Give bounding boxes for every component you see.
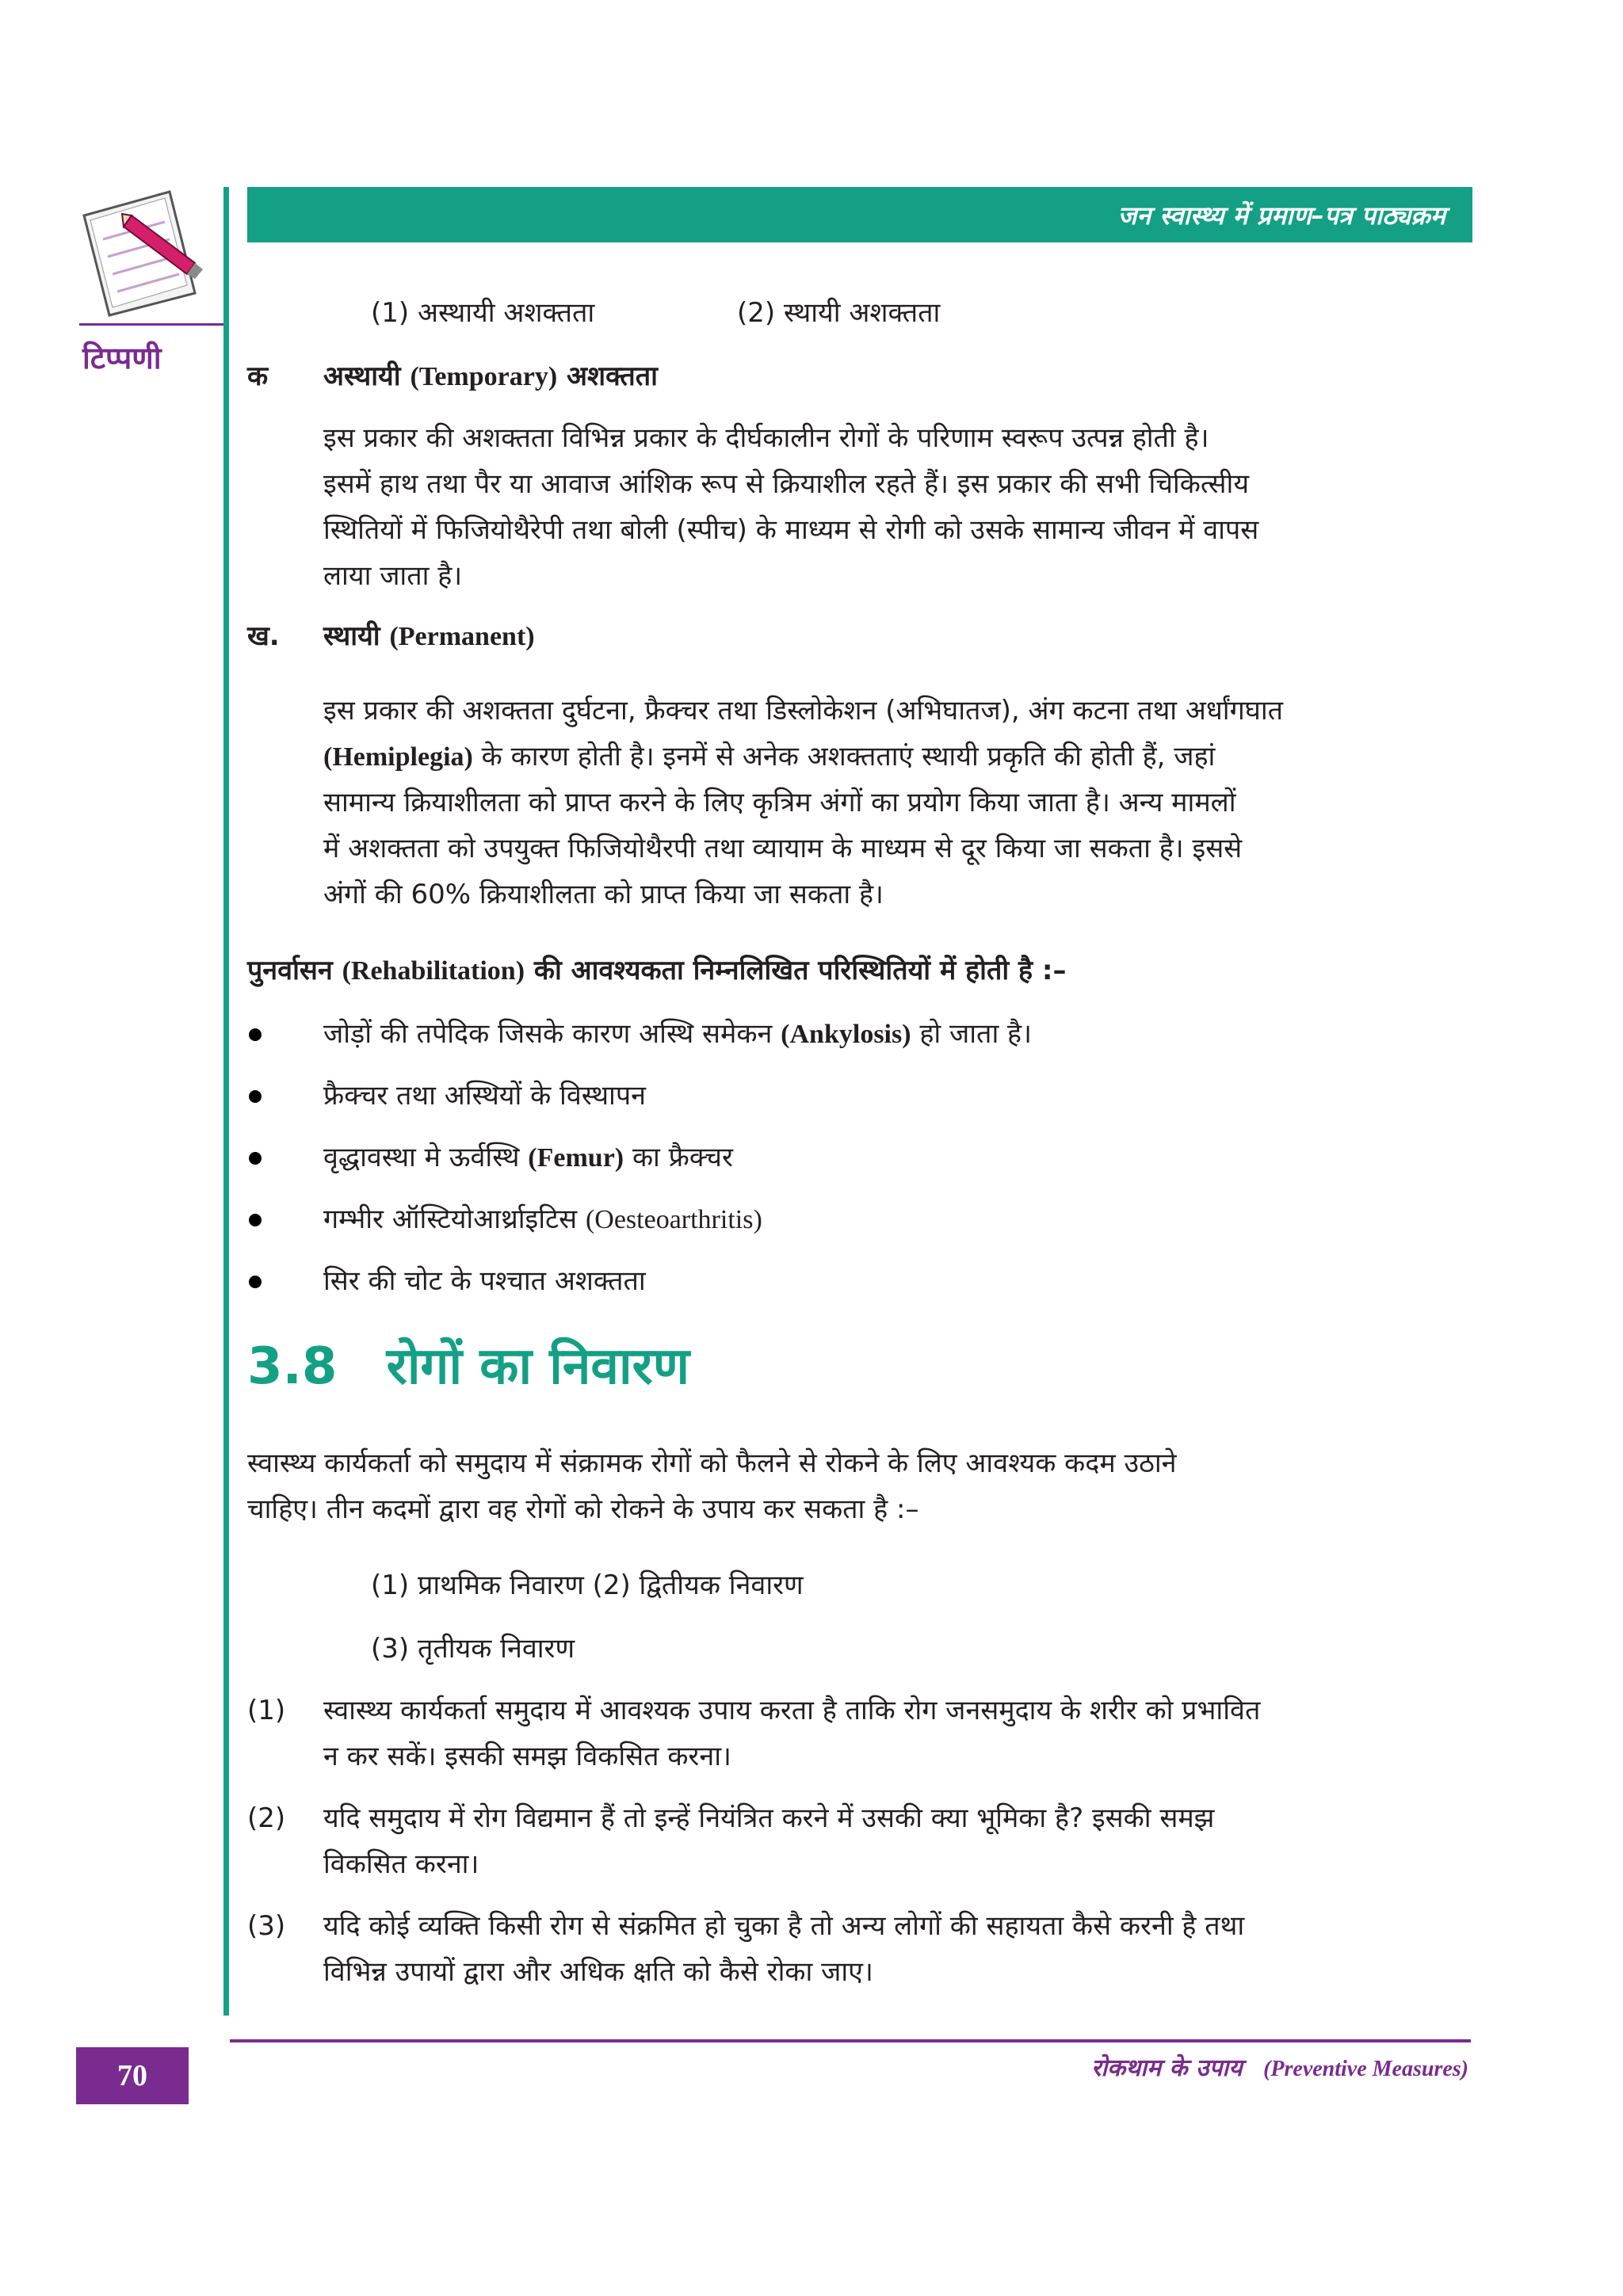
type-item-temporary: (1) अस्थायी अशक्तता [371,297,595,329]
temporary-heading [323,353,658,400]
numbered-item-3-line-1: यदि कोई व्यक्ति किसी रोग से संक्रमित हो चुका है तो अन्य लोगों की सहायता कैसे करनी है तथा [323,1910,1245,1942]
rehab-heading [247,948,1067,994]
type-item-permanent: (2) स्थायी अशक्तता [737,297,941,329]
bullet-text: जोड़ों की तपेदिक जिसके कारण अस्थि समेकन [323,1018,773,1050]
numbered-item-1-line-1: स्वास्थ्य कार्यकर्ता समुदाय में आवश्यक उपाय करता है ताकि रोग जनसमुदाय के शरीर को प्रभावित [323,1695,1261,1726]
numbered-item-number: (1) [247,1695,286,1726]
bullet-term: (Femur) [528,1143,624,1173]
numbered-item-2-line-2: विकसित करना। [323,1848,479,1880]
page-number: 70 [76,2047,189,2104]
permanent-line-2 [323,734,1469,780]
permanent-line-4: में अशक्तता को उपयुक्त फिजियोथैरपी तथा व्यायाम के माध्यम से दूर किया जा सकता है। इससे [323,833,1243,864]
permanent-line-5: अंगों की 60% क्रियाशीलता को प्राप्त किया जा सकता है। [323,879,884,910]
bullet-text: वृद्धावस्था मे ऊर्वस्थि [323,1142,520,1173]
temporary-line-2: इसमें हाथ तथा पैर या आवाज आंशिक रूप से क्रियाशील रहते हैं। इस प्रकार की सभी चिकित्सीय [323,468,1250,500]
temporary-line-3: स्थितियों में फिजियोथैरेपी तथा बोली (स्पीच) के माध्यम से रोगी को उसके सामान्य जीवन में वापस [323,514,1259,546]
bullet-term: (Ankylosis) [781,1020,911,1049]
bullet-text-post: हो जाता है। [919,1018,1032,1050]
footer-title-hi: रोकथाम के उपाय [1091,2054,1243,2082]
permanent-heading-hi: स्थायी [323,620,380,652]
margin-rule [223,187,229,2016]
rehab-heading-en: (Rehabilitation) [342,956,525,986]
temporary-line-1: इस प्रकार की अशक्तता विभिन्न प्रकार के दीर्घकालीन रोगों के परिणाम स्वरूप उत्पन्न होती है। [323,422,1209,454]
rehab-bullet-3 [323,1135,733,1181]
bullet-text: सिर की चोट के पश्चात अशक्तता [323,1265,646,1297]
temporary-heading-en: (Temporary) [410,362,558,391]
permanent-heading-en: (Permanent) [389,622,535,651]
section-number: 3.8 [247,1337,338,1396]
temporary-heading-hi: अस्थायी [323,360,401,392]
bullet-marker [249,1214,262,1226]
numbered-item-number: (2) [247,1802,286,1834]
temporary-heading-hi2: अशक्तता [567,360,658,392]
header-title: जन स्वास्थ्य में प्रमाण–पत्र पाठ्यक्रम [1117,200,1445,231]
prevention-types-line-2: (3) तृतीयक निवारण [371,1633,575,1665]
section-marker-kha: ख. [247,620,280,652]
bullet-marker [249,1152,262,1165]
bullet-marker [249,1090,262,1103]
rehab-bullet-1 [323,1011,1032,1058]
rehab-heading-rest: की आवश्यकता निम्नलिखित परिस्थितियों में होती है :– [533,955,1067,986]
rehab-bullet-2 [323,1073,646,1119]
numbered-item-number: (3) [247,1910,286,1942]
hemiplegia-term: (Hemiplegia) [323,742,473,772]
permanent-line-1: इस प्रकार की अशक्तता दुर्घटना, फ्रैक्चर तथा डिस्लोकेशन (अभिघातज), अंग कटना तथा अर्धांगघात [323,695,1284,727]
temporary-line-4: लाया जाता है। [323,560,463,592]
bullet-marker [249,1028,262,1041]
numbered-item-3-line-2: विभिन्न उपायों द्वारा और अधिक क्षति को कैसे रोका जाए। [323,1956,873,1988]
bullet-text: फ्रैक्चर तथा अस्थियों के विस्थापन [323,1080,647,1112]
section-intro-line-1: स्वास्थ्य कार्यकर्ता को समुदाय में संक्रामक रोगों को फैलने से रोकने के लिए आवश्यक कदम उठाने [247,1447,1177,1479]
notepad-pencil-icon [76,184,211,318]
section-intro-line-2: चाहिए। तीन कदमों द्वारा वह रोगों को रोकने के उपाय कर सकता है :– [247,1493,919,1525]
footer-rule [230,2039,1471,2042]
bullet-term: (Oesteoarthritis) [585,1205,762,1234]
section-title: रोगों का निवारण [386,1337,690,1396]
prevention-types-line-1: (1) प्राथमिक निवारण (2) द्वितीयक निवारण [371,1569,804,1601]
permanent-line-3: सामान्य क्रियाशीलता को प्राप्त करने के लिए कृत्रिम अंगों का प्रयोग किया जाता है। अन्य मामलों [323,787,1236,818]
rehab-heading-hi: पुनर्वासन [247,955,333,986]
bullet-marker [249,1276,262,1288]
permanent-line-2-rest: के कारण होती है। इनमें से अनेक अशक्तताएं स्थायी प्रकृति की होती हैं, जहां [481,741,1216,772]
section-marker-ka: क [247,360,269,392]
rehab-bullet-5 [323,1258,646,1304]
permanent-heading [323,613,535,660]
footer-title [1091,2050,1468,2083]
header-bar [247,187,1472,242]
notes-label: टिप्पणी [82,341,162,376]
numbered-item-2-line-1: यदि समुदाय में रोग विद्यमान हैं तो इन्हें नियंत्रित करने में उसकी क्या भूमिका है? इसकी समझ [323,1802,1215,1834]
rehab-bullet-4 [323,1196,762,1243]
footer-title-en: (Preventive Measures) [1263,2057,1468,2081]
numbered-item-1-line-2: न कर सकें। इसकी समझ विकसित करना। [323,1741,731,1772]
bullet-text: गम्भीर ऑस्टियोआर्थ्राइटिस [323,1203,578,1235]
section-heading [247,1331,689,1402]
notes-rule [79,323,223,326]
bullet-text-post: का फ्रैक्चर [632,1142,733,1173]
